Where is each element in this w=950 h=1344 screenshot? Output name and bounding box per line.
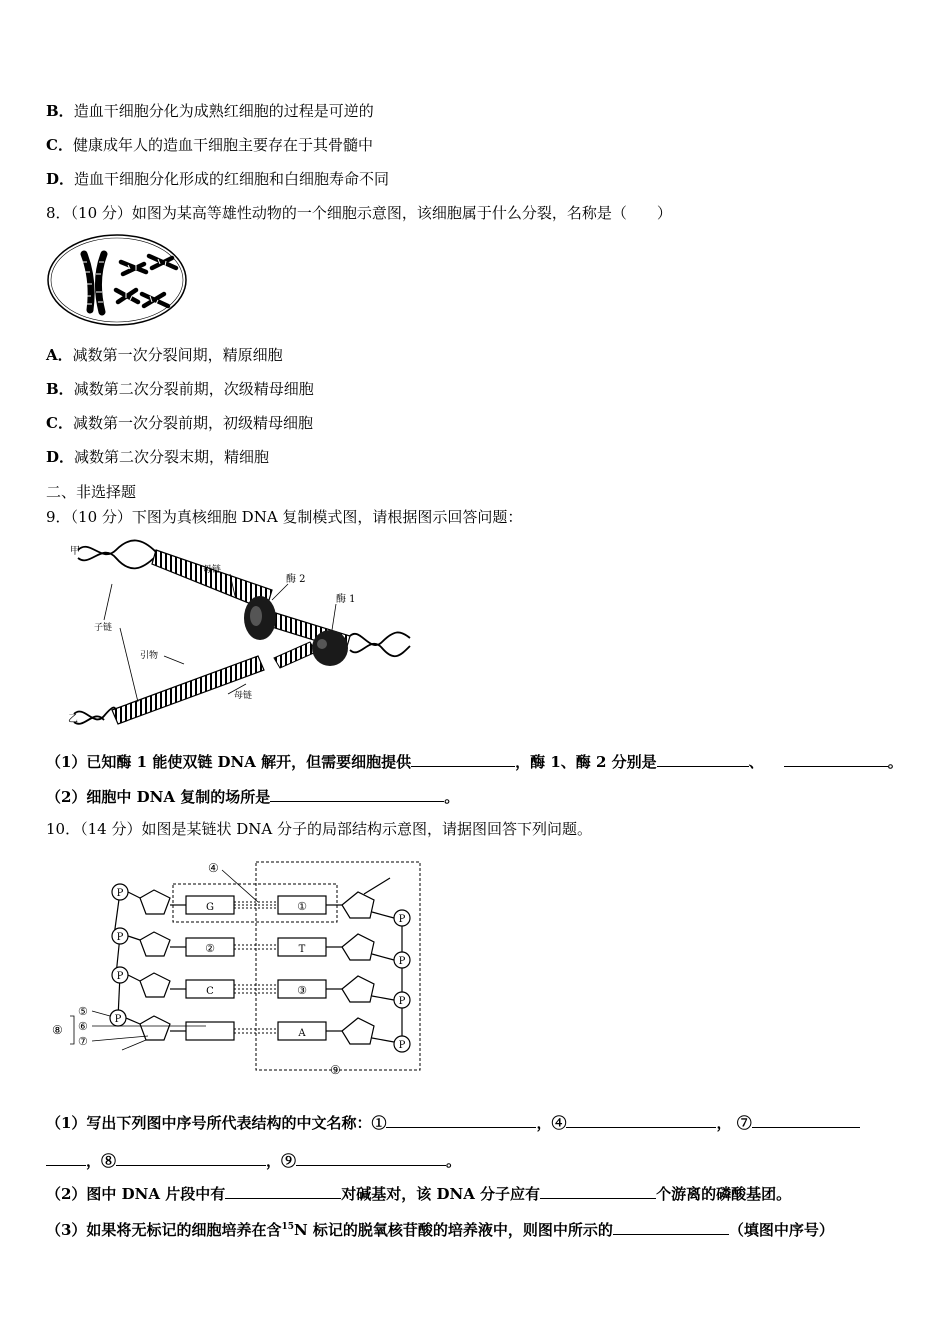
label-primer: 引物 [140,651,159,661]
option-letter: B． [46,380,74,398]
callout-8: ⑧ [52,1023,63,1037]
q8-option-c [46,413,313,433]
answer-blank[interactable] [566,1112,716,1128]
q8-option-a [46,345,283,365]
q9-sub2 [46,786,459,807]
label-mother-strand-bottom: 母链 [234,691,253,701]
question-number: 10． [46,820,81,838]
right-helix [350,632,410,656]
answer-blank[interactable] [296,1150,446,1166]
deoxyribose-pentagon [342,1018,374,1044]
text: 。 [444,788,460,806]
text: （2）图中 DNA 片段中有 [46,1185,226,1203]
text: （1）写出下列图中序号所代表结构的中文名称：① [46,1114,387,1132]
option-text: 造血干细胞分化为成熟红细胞的过程是可逆的 [73,102,374,120]
q9-stem [46,507,522,527]
option-text: 健康成年人的造血干细胞主要存在于其骨髓中 [72,136,373,154]
option-letter: C． [46,414,73,432]
base-label: ② [205,942,215,955]
answer-blank[interactable] [46,1150,86,1166]
phosphate-label: P [116,932,124,943]
option-text: 减数第二次分裂前期，次级精母细胞 [73,380,314,398]
deoxyribose-pentagon [140,932,170,956]
deoxyribose-pentagon [342,934,374,960]
option-text: 减数第一次分裂前期，初级精母细胞 [72,414,313,432]
chromosome-small-2 [116,290,168,306]
text: 对碱基对，该 DNA 分子应有 [341,1185,541,1203]
q10-sub1-cont [46,1150,461,1171]
answer-blank[interactable] [386,1112,536,1128]
deoxyribose-pentagon [342,892,374,918]
text: ，④ [536,1114,567,1132]
label-enzyme-1: 酶 1 [336,594,356,605]
cell-diagram [46,232,188,327]
section-title: 二、非选择题 [46,483,137,501]
q10-sub3 [46,1217,834,1240]
q10-sub1 [46,1112,860,1133]
answer-blank[interactable] [613,1219,729,1235]
question-number: 8． [46,204,71,222]
text: 。 [887,753,903,771]
answer-blank[interactable] [225,1183,341,1199]
base-label: A [298,1028,306,1039]
phosphate-label: P [398,956,406,967]
isotope-superscript: 15 [281,1222,294,1232]
text: N 标记的脱氧核苷酸的培养液中，则图中所示的 [293,1221,613,1239]
phosphate-label: P [114,1014,122,1025]
dna-replication-diagram [60,538,412,730]
q7-option-c [46,135,373,155]
question-text: 如图是某链状 DNA 分子的局部结构示意图，请据图回答下列问题。 [141,820,592,838]
answer-blank[interactable] [270,786,444,802]
chromosome-large [84,254,104,312]
callout-6: ⑥ [78,1020,88,1033]
text: ，酶 1、酶 2 分别是 [515,753,657,771]
enzyme-1-shape [312,630,348,666]
base-box [186,1022,234,1040]
q9-sub1 [46,751,903,772]
text: ，⑨ [266,1152,297,1170]
answer-blank[interactable] [784,751,888,767]
callout-4: ④ [208,861,219,875]
base-label: G [206,902,214,913]
answer-blank[interactable] [116,1150,266,1166]
right-strand [278,878,410,1052]
answer-blank[interactable] [540,1183,656,1199]
option-letter: A． [46,346,73,364]
phosphate-label: P [398,1040,406,1051]
label-jia: 甲 [70,546,80,557]
label-enzyme-2: 酶 2 [286,574,306,585]
text: 。 [446,1152,462,1170]
text: 个游离的磷酸基团。 [656,1185,792,1203]
option-text: 造血干细胞分化形成的红细胞和白细胞寿命不同 [74,170,390,188]
question-text: 如图为某高等雄性动物的一个细胞示意图，该细胞属于什么分裂，名称是（ ） [131,204,672,222]
q7-option-d [46,169,389,189]
enzyme-2-shape [244,596,276,640]
text: （3）如果将无标记的细胞培养在含 [46,1221,282,1239]
q7-option-b [46,101,374,121]
text: （1）已知酶 1 能使双链 DNA 解开，但需要细胞提供 [46,753,412,771]
left-backbone [114,892,120,1018]
option-text: 减数第一次分裂间期，精原细胞 [72,346,283,364]
base-label: ③ [297,984,307,997]
label-mother-strand-top: 母链 [203,565,222,575]
q8-option-d [46,447,269,467]
answer-blank[interactable] [752,1112,860,1128]
deoxyribose-pentagon [140,890,170,914]
top-helix [78,540,156,568]
question-text: 下图为真核细胞 DNA 复制模式图，请根据图示回答问题： [131,508,523,526]
question-score: （10 分） [70,204,132,222]
phosphate-label: P [398,996,406,1007]
chromosome-small-1 [121,256,176,274]
q8-stem [46,203,672,223]
bottom-helix [74,708,116,724]
question-score: （14 分） [80,820,142,838]
text: ， ⑦ [716,1114,752,1132]
base-label: ① [297,900,307,913]
callout-5: ⑤ [78,1005,88,1018]
option-letter: C． [46,136,73,154]
option-letter: D． [46,170,75,188]
dna-structure-diagram [46,850,426,1080]
answer-blank[interactable] [411,751,515,767]
callout-9: ⑨ [330,1063,341,1077]
phosphate-label: P [116,888,124,899]
option-letter: B． [46,102,74,120]
text: （填图中序号） [728,1221,834,1239]
text: （2）细胞中 DNA 复制的场所是 [46,788,271,806]
callout-7: ⑦ [78,1035,88,1048]
label-daughter-strand: 子链 [94,623,113,633]
question-number: 9． [46,508,71,526]
question-score: （10 分） [70,508,132,526]
q8-option-b [46,379,314,399]
base-label: C [206,986,214,997]
primer-segment [274,642,316,668]
option-letter: D． [46,448,75,466]
phosphate-label: P [116,971,124,982]
deoxyribose-pentagon [140,973,170,997]
deoxyribose-pentagon [342,976,374,1002]
answer-blank[interactable] [657,751,749,767]
label-yi: 乙 [68,714,78,725]
q10-sub2 [46,1183,791,1204]
q10-stem [46,819,592,839]
text: 、 [748,753,764,771]
option-text: 减数第二次分裂末期，精细胞 [74,448,270,466]
text: ，⑧ [86,1152,117,1170]
phosphate-label: P [398,914,406,925]
base-label: T [298,944,306,955]
